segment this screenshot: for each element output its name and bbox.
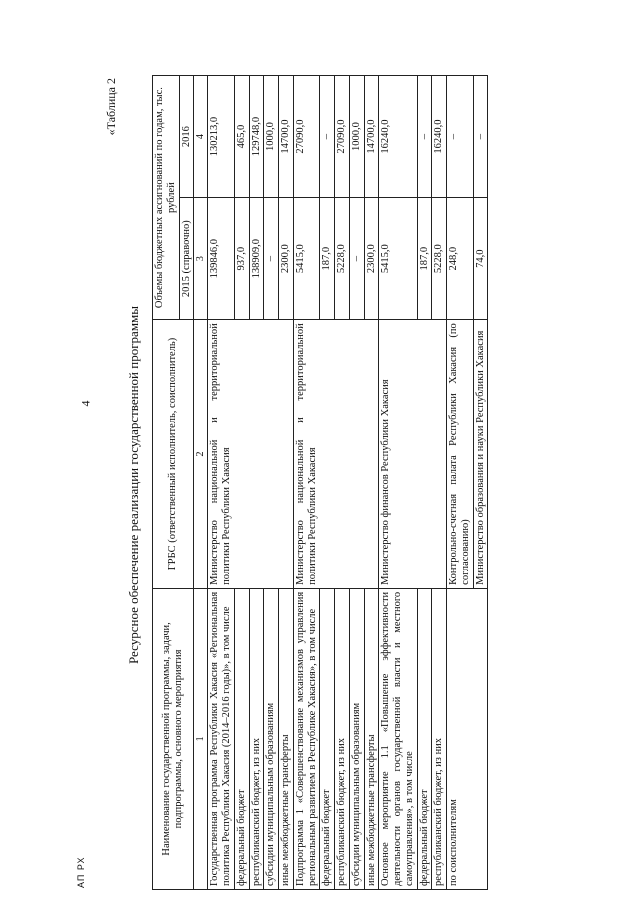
table-row [447,76,474,890]
row-2016: 1000,0 [264,76,279,198]
row-name: Государственная программа Республики Хакасия «Региональная политика Республики Хакасия (2014–2016 годы)», в том числе [208,588,235,889]
row-grbs: Министерство финансов Республики Хакасия [379,320,447,589]
row-2015: 5228,0 [335,198,350,320]
row-2016: – [417,76,432,198]
row-name: иные межбюджетные трансферты [364,588,379,889]
row-name: иные межбюджетные трансферты [279,588,294,889]
row-name: республиканский бюджет, из них [432,588,447,889]
row-2016: 27090,0 [335,76,350,198]
row-2015: 2300,0 [279,198,294,320]
row-name: Основное мероприятие 1.1 «Повышение эффективности деятельности органов государственной власти и местного самоуправления», в том числе [379,588,417,889]
row-2015: 937,0 [234,198,249,320]
row-grbs: Министерство национальной и территориальной политики Республики Хакасия [208,320,294,589]
row-2015: 187,0 [417,198,432,320]
column-number-2: 2 [194,320,208,589]
row-2015: 5228,0 [432,198,447,320]
row-name: федеральный бюджет [320,588,335,889]
header-name: Наименование государственной программы, задачи, подпрограммы, основного мероприятия [153,588,194,889]
column-number-1: 1 [194,588,208,889]
row-2016: 16240,0 [432,76,447,198]
row-2015: 5415,0 [379,198,417,320]
header-budget: Объемы бюджетных ассигнований по годам, тыс. рублей [153,76,180,320]
column-number-3: 3 [194,198,208,320]
row-name: субсидии муниципальным образованиям [264,588,279,889]
page-number: 4 [78,400,93,407]
row-name: федеральный бюджет [417,588,432,889]
row-2015: – [349,198,364,320]
resource-table [152,75,488,890]
footer-code: АП РХ [76,856,86,888]
rotated-page [104,70,609,900]
table-caption: Ресурсное обеспечение реализации государственной программы [126,305,141,665]
row-2015: – [264,198,279,320]
row-2016: 1000,0 [349,76,364,198]
row-2015: 2300,0 [364,198,379,320]
row-2016: 27090,0 [293,76,320,198]
row-2016: 16240,0 [379,76,417,198]
header-2016: 2016 [179,76,194,198]
row-grbs: Контрольно-счетная палата Республики Хакасия (по согласованию) [447,320,474,589]
row-2015: 139846,0 [208,198,235,320]
row-2016: 129748,0 [249,76,264,198]
row-2016: – [320,76,335,198]
column-number-4: 4 [194,76,208,198]
row-grbs: Министерство образования и науки Республики Хакасия [473,320,488,589]
row-2015: 138909,0 [249,198,264,320]
row-2015: 248,0 [447,198,474,320]
row-name: Подпрограмма 1 «Совершенствование механизмов управления региональным развитием в Республике Хакасия», в том числе [293,588,320,889]
header-grbs: ГРБС (ответственный исполнитель, соисполнитель) [153,320,194,589]
row-2015: 5415,0 [293,198,320,320]
row-name: по соисполнителям [447,588,488,889]
row-name: республиканский бюджет, из них [249,588,264,889]
row-name: федеральный бюджет [234,588,249,889]
row-grbs: Министерство национальной и территориальной политики Республики Хакасия [293,320,379,589]
row-name: субсидии муниципальным образованиям [349,588,364,889]
header-2015: 2015 (справочно) [179,198,194,320]
table-row [379,76,417,890]
table-row [293,76,320,890]
row-2016: 130213,0 [208,76,235,198]
row-2015: 74,0 [473,198,488,320]
row-2016: – [473,76,488,198]
row-2015: 187,0 [320,198,335,320]
row-2016: 465,0 [234,76,249,198]
row-2016: – [447,76,474,198]
row-2016: 14700,0 [364,76,379,198]
row-name: республиканский бюджет, из них [335,588,350,889]
table-label: «Таблица 2 [104,78,118,136]
table-row [208,76,235,890]
row-2016: 14700,0 [279,76,294,198]
